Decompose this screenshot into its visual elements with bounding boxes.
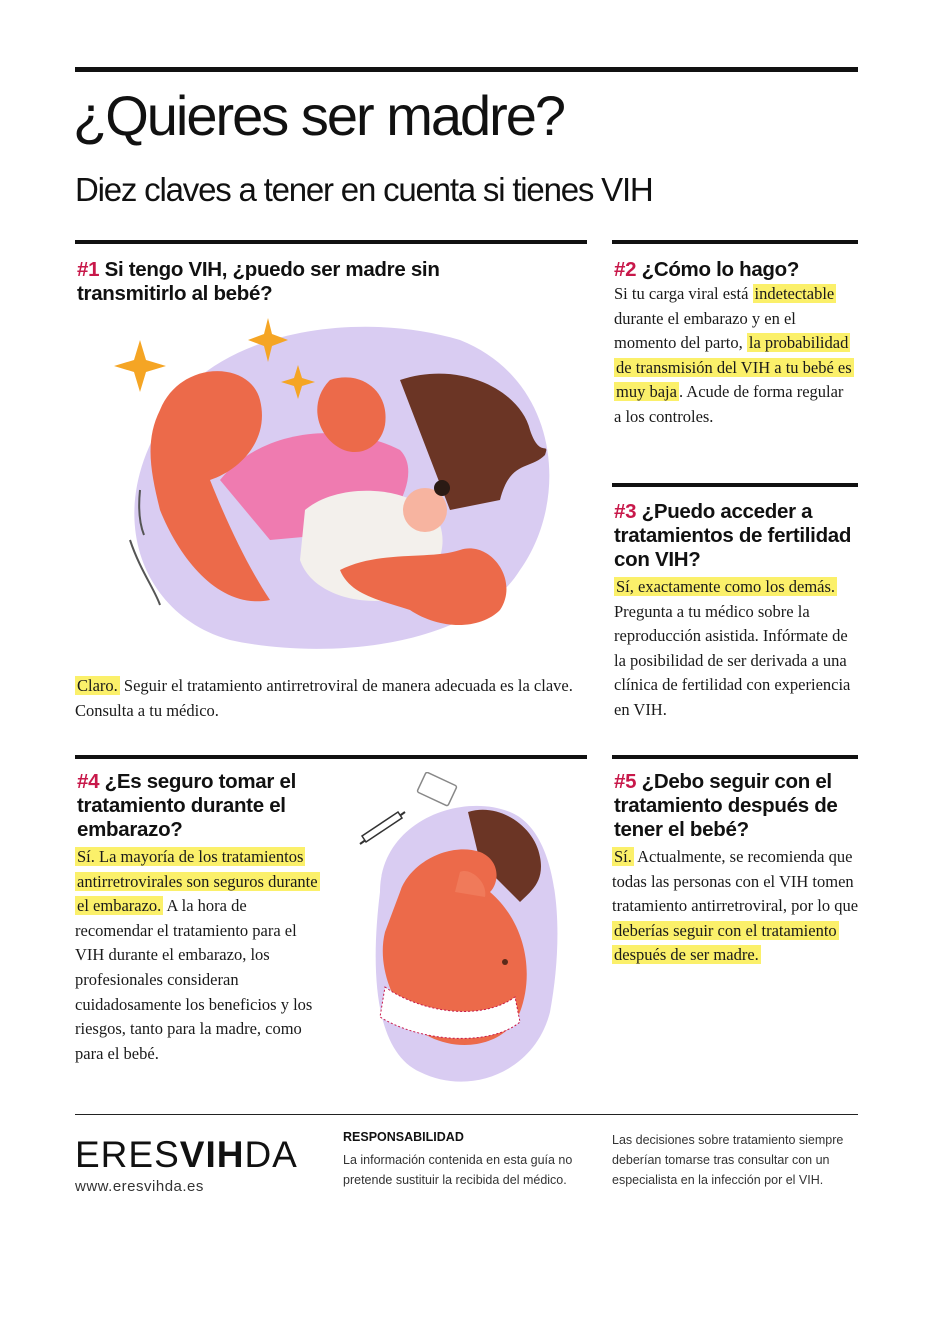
responsibility-text: La información contenida en esta guía no pretende sustituir la recibida del médico. <box>343 1153 573 1187</box>
section-5-title <box>614 770 864 842</box>
section-4-title <box>77 770 332 842</box>
section-2-rule <box>612 240 858 244</box>
section-5-highlight-1: Sí. <box>614 847 632 866</box>
section-2-text-1: Si tu carga viral está <box>614 284 753 303</box>
pill-blister-icon <box>417 772 457 806</box>
logo-part-2: VIH <box>179 1134 245 1175</box>
section-3-body <box>614 575 860 723</box>
section-4-rule <box>75 755 587 759</box>
page-subtitle: Diez claves a tener en cuenta si tienes VIH <box>75 171 653 208</box>
section-1-question: Si tengo VIH, ¿puedo ser madre sin transmitirlo al bebé? <box>77 258 440 305</box>
section-3-number: #3 <box>614 500 637 523</box>
section-1-text: Seguir el tratamiento antirretroviral de manera adecuada es la clave. Consulta a tu médico. <box>75 676 573 720</box>
logo-part-3: DA <box>244 1134 298 1175</box>
eresvihda-logo <box>75 1133 298 1177</box>
section-4-text: A la hora de recomendar el tratamiento para el VIH durante el embarazo, los profesionales consideran cuidadosamente los beneficios y los riesgos, tanto para la madre, como para el bebé. <box>75 896 313 1063</box>
section-5-question: ¿Debo seguir con el tratamiento después de tener el bebé? <box>614 770 838 841</box>
section-2-title <box>614 258 858 282</box>
pregnant-woman-illustration <box>350 772 580 1102</box>
section-3-text: Pregunta a tu médico sobre la reproducción asistida. Infórmate de la posibilidad de ser derivada a una clínica de fertilidad con experiencia en VIH. <box>614 601 851 719</box>
section-5-rule <box>612 755 858 759</box>
section-5-number: #5 <box>614 770 637 793</box>
section-1-rule <box>75 240 587 244</box>
disclaimer-text: Las decisiones sobre tratamiento siempre deberían tomarse tras consultar con un especialista en la infección por el VIH. <box>612 1133 844 1187</box>
section-2-body <box>614 282 854 430</box>
website-link[interactable]: www.eresvihda.es <box>75 1178 204 1195</box>
section-3-title <box>614 500 854 572</box>
section-5-highlight-2: deberías seguir con el tratamiento después de ser madre. <box>614 920 837 965</box>
section-2-text-3: . Acude de forma regular a los controles. <box>614 382 844 426</box>
logo-part-1: ERES <box>75 1134 180 1175</box>
section-4-body <box>75 845 323 1066</box>
section-5-text-1: Actualmente, se recomienda que todas las personas con el VIH tomen tratamiento antirretroviral, por lo que <box>612 847 859 916</box>
section-2-question: ¿Cómo lo hago? <box>636 258 800 281</box>
section-2-highlight-2: la probabilidad de transmisión del VIH a tu bebé es muy baja <box>616 333 852 402</box>
section-1-body <box>75 674 575 723</box>
section-4-question: ¿Es seguro tomar el tratamiento durante el embarazo? <box>77 770 296 841</box>
section-4-number: #4 <box>77 770 100 793</box>
section-1-title <box>77 258 477 306</box>
section-3-highlight: Sí, exactamente como los demás. <box>616 577 836 596</box>
responsibility-heading: RESPONSABILIDAD <box>343 1130 464 1144</box>
section-5-body <box>612 845 860 968</box>
section-2-highlight-1: indetectable <box>754 284 835 303</box>
section-4-highlight: Sí. La mayoría de los tratamientos antirretrovirales son seguros durante el embarazo. <box>77 847 318 916</box>
section-3-rule <box>612 483 858 487</box>
section-2-text-2: durante el embarazo y en el momento del parto, <box>614 308 796 353</box>
sparkle-icon-1 <box>114 340 166 392</box>
top-rule <box>75 67 858 72</box>
section-1-highlight: Claro. <box>77 676 118 695</box>
syringe-icon <box>362 812 402 842</box>
section-3-question: ¿Puedo acceder a tratamientos de fertilidad con VIH? <box>614 500 852 571</box>
section-1-number: #1 <box>77 258 100 281</box>
section-2-number: #2 <box>614 258 637 281</box>
mother-holding-baby-illustration <box>100 310 570 670</box>
footer-rule <box>75 1114 858 1115</box>
page-title: ¿Quieres ser madre? <box>73 84 565 147</box>
